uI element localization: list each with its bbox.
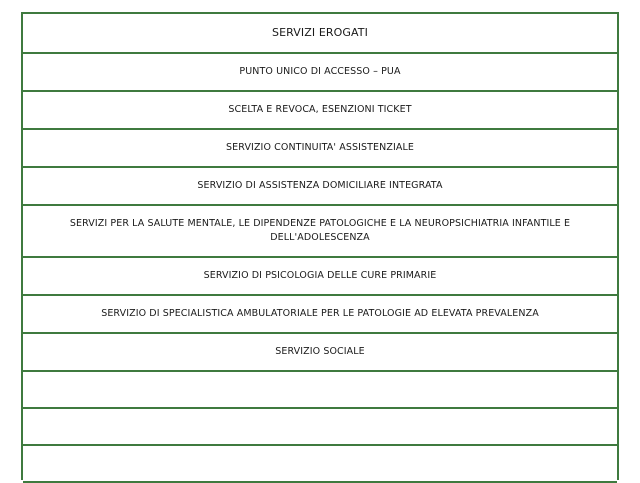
service-row-psicologia: SERVIZIO DI PSICOLOGIA DELLE CURE PRIMARIE (23, 258, 617, 296)
empty-row (23, 372, 617, 409)
service-row-pua: PUNTO UNICO DI ACCESSO – PUA (23, 54, 617, 92)
service-row-specialistica: SERVIZIO DI SPECIALISTICA AMBULATORIALE PER LE PATOLOGIE AD ELEVATA PREVALENZA (23, 296, 617, 334)
services-table (21, 12, 619, 480)
empty-row (23, 409, 617, 446)
service-row-assistenza-domiciliare: SERVIZIO DI ASSISTENZA DOMICILIARE INTEGRATA (23, 168, 617, 206)
service-row-servizio-sociale: SERVIZIO SOCIALE (23, 334, 617, 372)
service-row-salute-mentale: SERVIZI PER LA SALUTE MENTALE, LE DIPENDENZE PATOLOGICHE E LA NEUROPSICHIATRIA INFANTILE E DELL'ADOLESCENZA (23, 206, 617, 258)
service-row-continuita-assistenziale: SERVIZIO CONTINUITA' ASSISTENZIALE (23, 130, 617, 168)
service-row-scelta-revoca: SCELTA E REVOCA, ESENZIONI TICKET (23, 92, 617, 130)
table-header: SERVIZI EROGATI (23, 14, 617, 54)
empty-row (23, 446, 617, 483)
